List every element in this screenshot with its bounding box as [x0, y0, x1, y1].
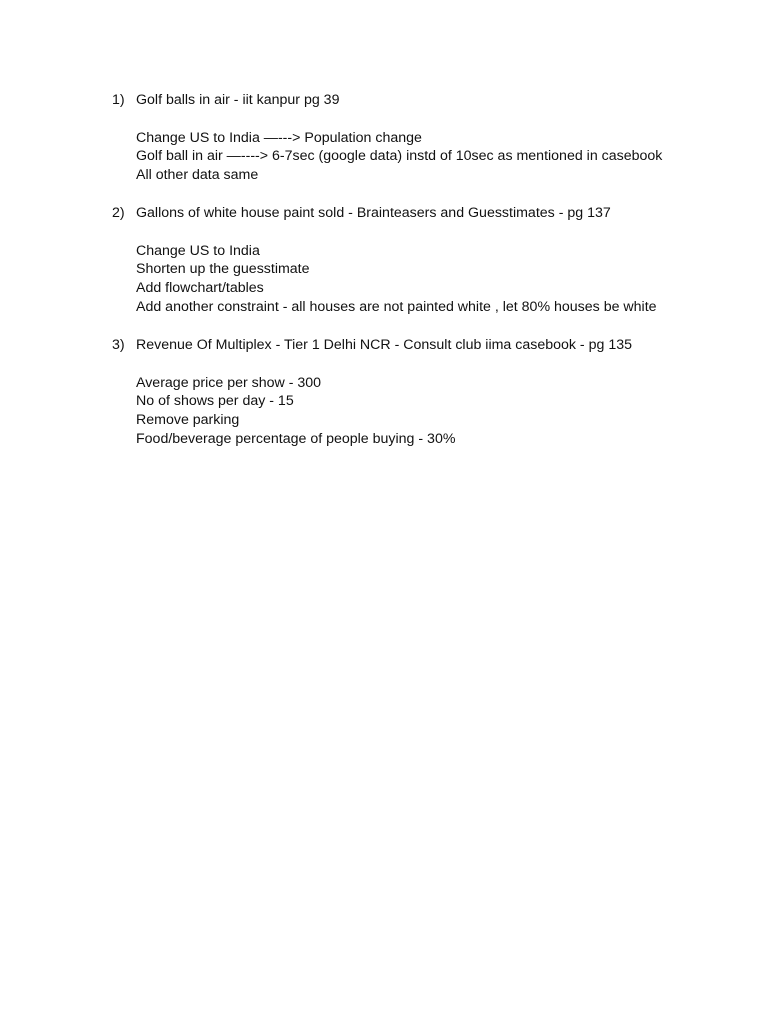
note-line: Remove parking [136, 412, 240, 428]
item-title: Golf balls in air - iit kanpur pg 39 [136, 92, 340, 108]
item-number: 3) [112, 337, 125, 353]
item-notes [136, 374, 455, 449]
note-line: Golf ball in air —----> 6-7sec (google data) instd of 10sec as mentioned in casebook [136, 148, 663, 165]
item-notes [136, 129, 662, 185]
note-line: Average price per show - 300 [136, 374, 322, 391]
note-line: Shorten up the guesstimate [136, 261, 310, 278]
note-line: All other data same [136, 167, 259, 183]
note-line: No of shows per day - 15 [136, 393, 294, 410]
item-number: 1) [112, 92, 125, 108]
note-line: Change US to India —---> Population change [136, 129, 422, 146]
note-line: Change US to India [136, 242, 260, 259]
item-notes [136, 242, 657, 317]
note-line: Add another constraint - all houses are not painted white , let 80% houses be white [136, 298, 657, 315]
item-number: 2) [112, 205, 125, 221]
item-title: Gallons of white house paint sold - Brainteasers and Guesstimates - pg 137 [136, 205, 611, 221]
note-line: Add flowchart/tables [136, 280, 264, 296]
note-line: Food/beverage percentage of people buying - 30% [136, 430, 456, 447]
item-title: Revenue Of Multiplex - Tier 1 Delhi NCR - Consult club iima casebook - pg 135 [136, 337, 632, 353]
